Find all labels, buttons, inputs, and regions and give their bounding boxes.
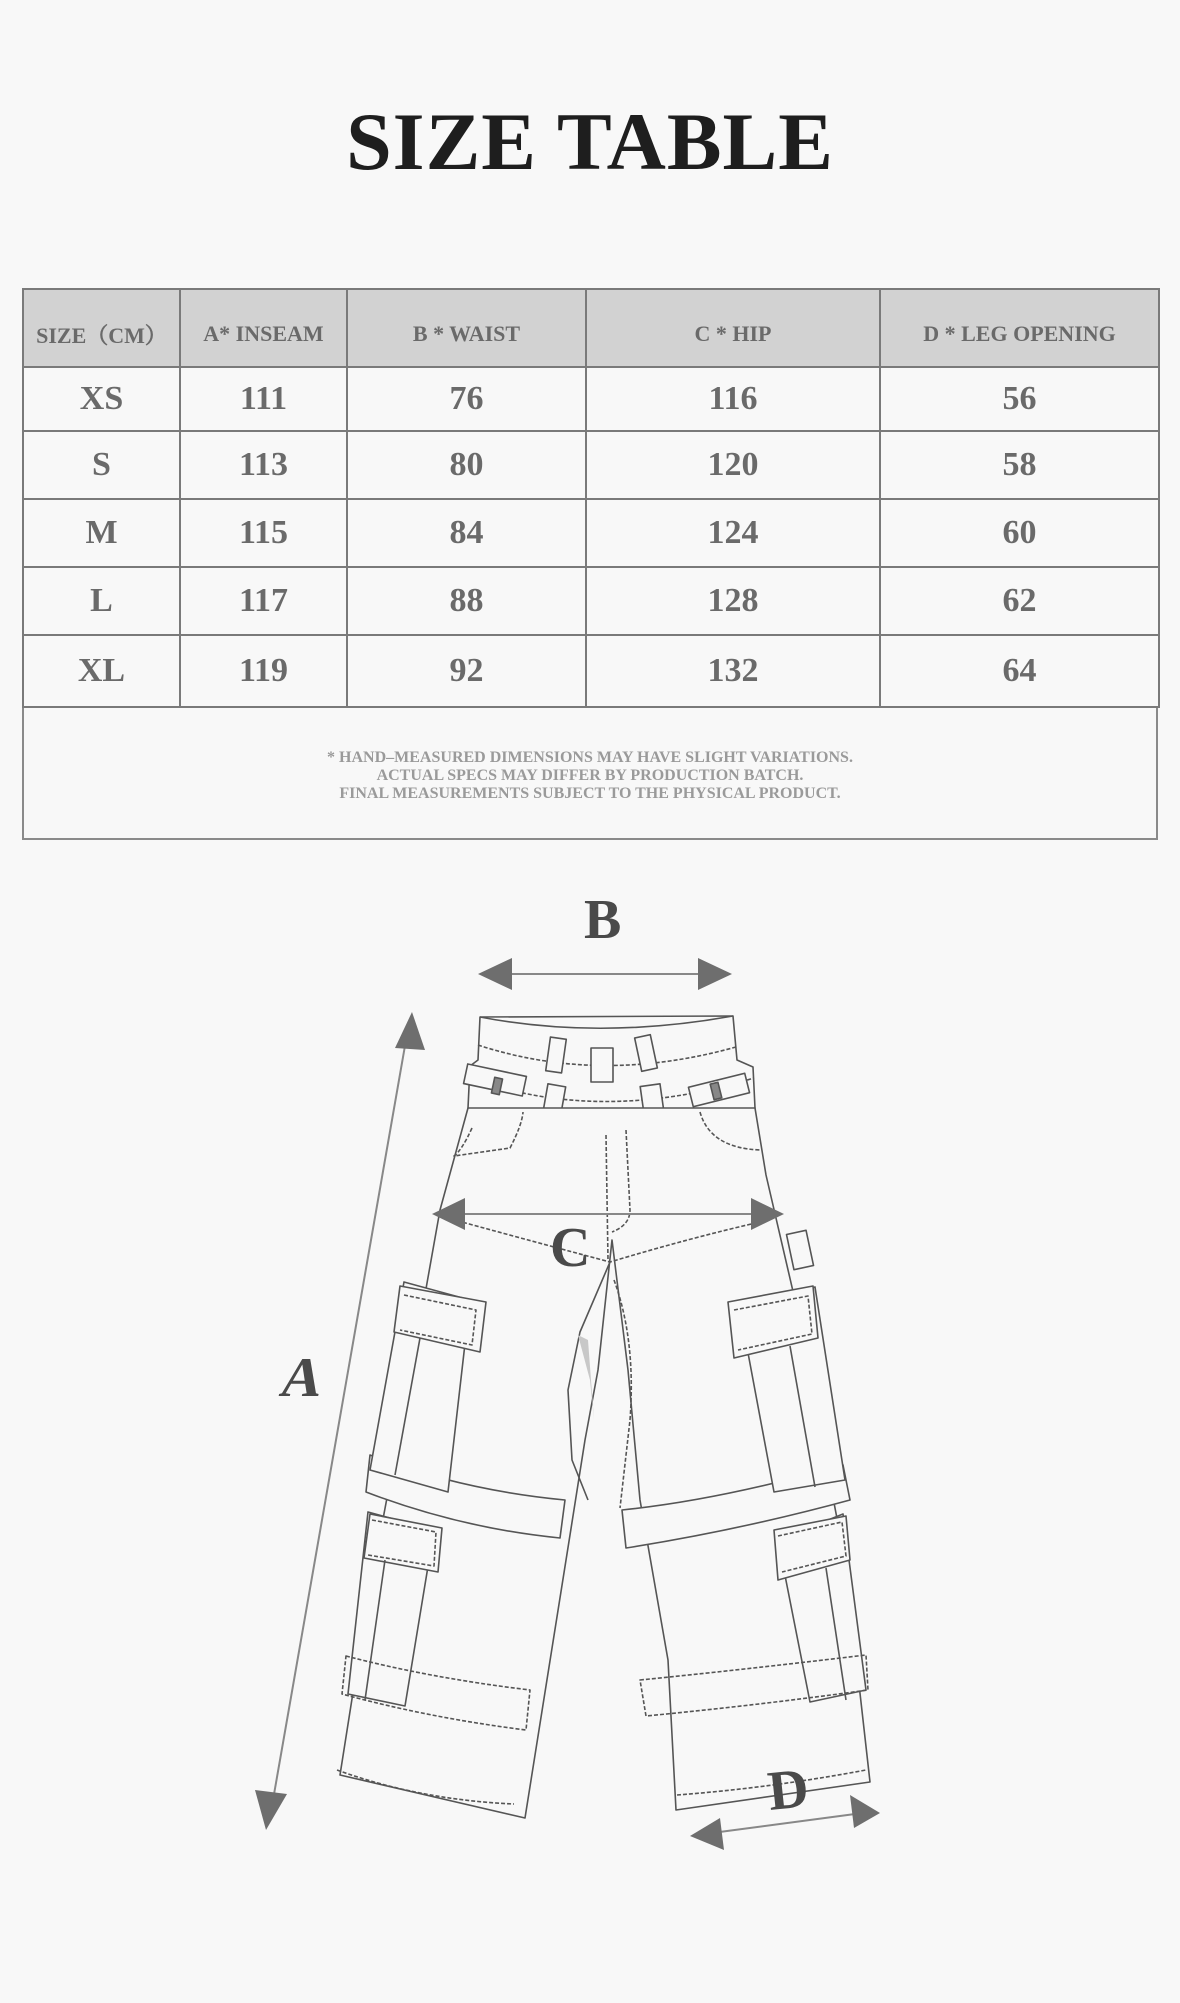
label-b: B — [584, 889, 622, 951]
cell-size: XL — [23, 635, 180, 707]
cell-leg-opening: 62 — [880, 567, 1159, 635]
page-title: SIZE TABLE — [346, 96, 834, 187]
table-row — [23, 567, 1159, 635]
header-leg-opening: D * LEG OPENING — [880, 289, 1159, 367]
disclaimer-note — [22, 708, 1158, 840]
label-d: D — [764, 1757, 812, 1823]
cell-waist: 92 — [347, 635, 586, 707]
cell-leg-opening: 64 — [880, 635, 1159, 707]
label-a: A — [275, 1347, 330, 1409]
header-waist: B * WAIST — [347, 289, 586, 367]
cell-hip: 116 — [586, 367, 880, 431]
cell-leg-opening: 58 — [880, 431, 1159, 499]
table-row — [23, 367, 1159, 431]
size-table — [22, 288, 1160, 708]
cell-hip: 120 — [586, 431, 880, 499]
pants-illustration — [337, 1016, 870, 1818]
cell-hip: 128 — [586, 567, 880, 635]
table-row — [23, 431, 1159, 499]
cell-inseam: 119 — [180, 635, 347, 707]
cell-size: M — [23, 499, 180, 567]
cell-size: S — [23, 431, 180, 499]
cell-leg-opening: 60 — [880, 499, 1159, 567]
cell-waist: 76 — [347, 367, 586, 431]
table-row — [23, 635, 1159, 707]
note-line: ACTUAL SPECS MAY DIFFER BY PRODUCTION BATCH. — [376, 767, 804, 784]
arrow-b — [478, 958, 732, 990]
cell-leg-opening: 56 — [880, 367, 1159, 431]
note-line: * HAND–MEASURED DIMENSIONS MAY HAVE SLIGHT VARIATIONS. — [327, 749, 853, 766]
cell-inseam: 111 — [180, 367, 347, 431]
label-c: C — [550, 1217, 591, 1279]
cell-waist: 88 — [347, 567, 586, 635]
note-line: FINAL MEASUREMENTS SUBJECT TO THE PHYSICAL PRODUCT. — [339, 785, 841, 802]
measurement-diagram — [0, 860, 1180, 1998]
cell-inseam: 117 — [180, 567, 347, 635]
header-hip: C * HIP — [586, 289, 880, 367]
cell-size: XS — [23, 367, 180, 431]
cell-waist: 80 — [347, 431, 586, 499]
header-inseam: A* INSEAM — [180, 289, 347, 367]
cell-inseam: 113 — [180, 431, 347, 499]
table-row — [23, 499, 1159, 567]
cell-waist: 84 — [347, 499, 586, 567]
cell-hip: 132 — [586, 635, 880, 707]
cell-hip: 124 — [586, 499, 880, 567]
header-size: SIZE（CM） — [23, 289, 180, 367]
table-header-row — [23, 289, 1159, 367]
cell-inseam: 115 — [180, 499, 347, 567]
cell-size: L — [23, 567, 180, 635]
